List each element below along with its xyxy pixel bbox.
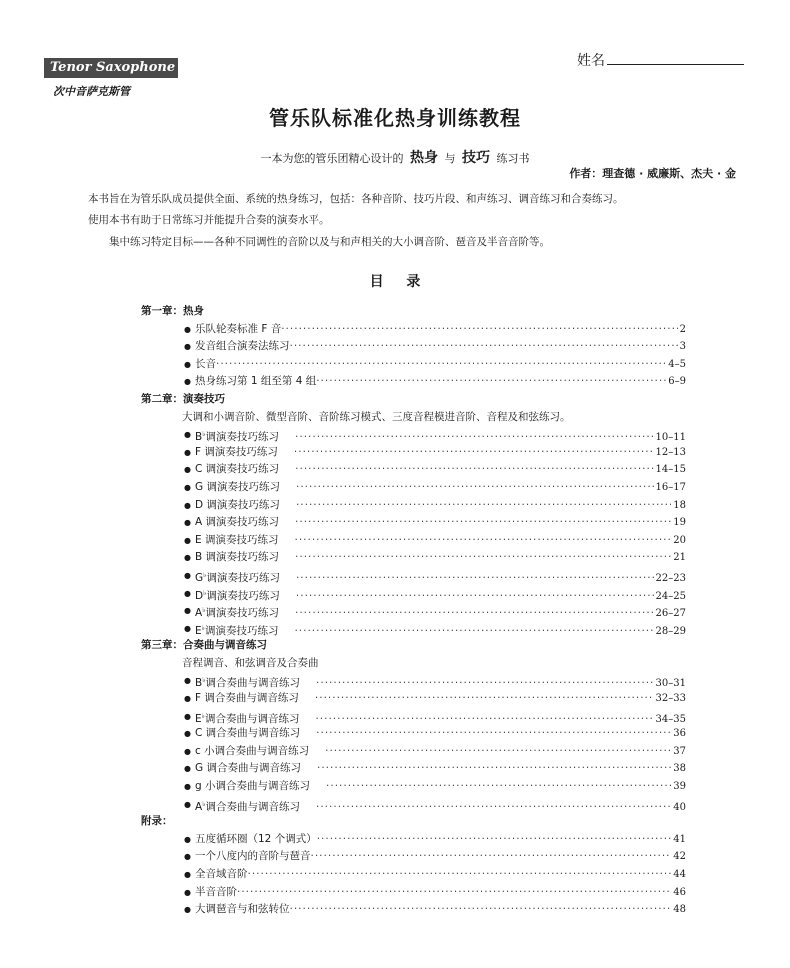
bullet-icon: ●: [184, 342, 191, 352]
toc-entry-text: A: [195, 607, 203, 620]
page-number: 10–11: [655, 432, 686, 444]
toc-entry-text: 一个八度内的音阶与琶音: [195, 850, 311, 863]
toc-entry: [141, 831, 686, 849]
toc-entry-text: C 调演奏技巧练习: [195, 463, 280, 476]
page-number: 28–29: [655, 625, 686, 637]
toc-entry-text: C 调合奏曲与调音练习: [195, 727, 301, 740]
flat-symbol: ♭: [202, 676, 206, 685]
toc-entry: [141, 321, 686, 339]
name-label: 姓名: [577, 53, 605, 69]
toc-entry-text: 调演奏技巧练习: [205, 431, 280, 444]
bullet-icon: ●: [184, 482, 191, 492]
toc-entry: [141, 884, 686, 902]
toc-entry-title: [184, 444, 278, 462]
bullet-icon: ●: [184, 729, 191, 739]
toc-entry-text: 调合奏曲与调音练习: [204, 712, 300, 725]
chapter-heading: 附录：: [141, 815, 173, 828]
toc-entry-text: B 调演奏技巧练习: [195, 551, 280, 564]
bullet-icon: ●: [184, 852, 191, 862]
toc-entry: [141, 461, 686, 479]
dot-leader: [294, 444, 654, 462]
dot-leader: [237, 884, 671, 902]
toc-entry-text: B: [195, 431, 203, 444]
toc-entry-title: [184, 690, 299, 708]
toc-entry-text: 调演奏技巧练习: [204, 624, 279, 637]
bullet-icon: ●: [184, 518, 191, 528]
toc-entry-title: [184, 549, 279, 567]
bullet-icon: ●: [184, 377, 191, 387]
toc-entry-title: [184, 338, 290, 356]
chapter-heading: 第三章：合奏曲与调音练习: [141, 639, 267, 652]
toc-entry-title: [184, 479, 280, 497]
chapter-1-list: [141, 321, 686, 391]
toc-entry: [141, 602, 686, 620]
bullet-icon: ●: [184, 588, 191, 598]
toc-entry-title: [184, 497, 280, 515]
page-number: 38: [673, 763, 686, 775]
toc-entry-title: [184, 514, 279, 532]
toc-entry: [141, 778, 686, 796]
toc-entry-title: [184, 321, 281, 339]
dot-leader: [294, 532, 671, 550]
toc-entry: [141, 760, 686, 778]
toc-entry-text: 调演奏技巧练习: [206, 571, 280, 584]
dot-leader: [290, 338, 678, 356]
toc-entry: [141, 690, 686, 708]
page-number: 46: [673, 886, 686, 898]
bullet-icon: ●: [184, 746, 191, 756]
chapter-3-list: [141, 672, 686, 813]
toc-entry-text: D 调演奏技巧练习: [195, 498, 280, 511]
dot-leader: [325, 743, 671, 761]
instrument-cn: 次中音萨克斯管: [53, 85, 130, 98]
bullet-icon: ●: [184, 553, 191, 563]
dot-leader: [316, 373, 666, 391]
intro-paragraph: 集中练习特定目标——各种不同调性的音阶以及与和声相关的大小调音阶、琶音及半音音阶等。: [109, 236, 550, 248]
chapter-description: 大调和小调音阶、微型音阶、音阶练习模式、三度音程模进音阶、音程及和弦练习。: [182, 410, 571, 423]
appendix-list: [141, 831, 686, 919]
intro-paragraph: 本书旨在为管乐队成员提供全面、系统的热身练习，包括：各种音阶、技巧片段、和声练习、调音练习和合奏练习。: [88, 193, 624, 205]
toc-entry-title: [184, 743, 309, 761]
toc-entry: [141, 444, 686, 462]
dot-leader: [296, 479, 654, 497]
bullet-icon: ●: [184, 764, 191, 774]
bullet-icon: ●: [184, 887, 191, 897]
dot-leader: [326, 778, 671, 796]
toc-entry-text: 调合奏曲与调音练习: [205, 800, 300, 813]
toc-entry-title: [184, 848, 311, 866]
toc-entry: [141, 567, 686, 585]
bullet-icon: ●: [184, 535, 191, 545]
toc-entry-text: E 调演奏技巧练习: [195, 533, 279, 546]
toc-entry: [141, 532, 686, 550]
page-number: 12–13: [655, 446, 686, 458]
page-number: 3: [679, 341, 686, 353]
toc-entry-text: 热身练习第 1 组至第 4 组: [195, 375, 317, 388]
page-number: 4–5: [668, 358, 686, 370]
toc-entry: [141, 672, 686, 690]
dot-leader: [317, 831, 672, 849]
toc-entry: [141, 725, 686, 743]
flat-symbol: ♭: [202, 606, 206, 615]
bullet-icon: ●: [184, 694, 191, 704]
dot-leader: [295, 461, 653, 479]
page-number: 40: [673, 801, 686, 813]
page-number: 34–35: [655, 713, 686, 725]
book-title: 管乐队标准化热身训练教程: [269, 106, 521, 130]
dot-leader: [315, 690, 654, 708]
toc-entry-title: [184, 778, 310, 796]
toc-title: 目 录: [369, 274, 421, 290]
page-number: 42: [673, 851, 686, 863]
dot-leader: [316, 799, 671, 817]
bullet-icon: ●: [184, 606, 191, 616]
page-number: 37: [673, 745, 686, 757]
dot-leader: [248, 866, 672, 884]
page-number: 39: [673, 781, 686, 793]
toc-entry: [141, 479, 686, 497]
toc-entry-text: G 调演奏技巧练习: [195, 480, 280, 493]
toc-entry-title: [184, 760, 301, 778]
toc-entry: [141, 426, 686, 444]
toc-entry: [141, 866, 686, 884]
page-number: 21: [673, 552, 686, 564]
bullet-icon: ●: [184, 324, 191, 334]
name-underline: [607, 64, 744, 65]
page-number: 44: [673, 869, 686, 880]
chapter-heading: 第一章：热身: [141, 305, 204, 317]
page-number: 41: [673, 833, 686, 845]
dot-leader: [296, 497, 671, 515]
toc-entry-text: 调演奏技巧练习: [205, 607, 279, 620]
toc-entry-title: [184, 532, 278, 550]
page-number: 22–23: [655, 572, 686, 584]
toc-entry-text: B: [195, 677, 203, 690]
dot-leader: [294, 623, 653, 641]
page-number: 19: [673, 517, 686, 529]
toc-entry-text: 长音: [195, 357, 216, 370]
toc-entry: [141, 338, 686, 356]
page-number: 2: [679, 323, 686, 335]
toc-entry-title: [184, 884, 237, 902]
toc-entry-text: D: [195, 589, 204, 602]
page-number: 26–27: [655, 608, 686, 620]
subtitle: [0, 147, 790, 167]
toc-entry-text: G 调合奏曲与调音练习: [195, 762, 301, 775]
page-number: 16–17: [655, 481, 686, 493]
table-of-contents: [141, 303, 686, 919]
bullet-icon: ●: [184, 430, 191, 440]
instrument-badge: Tenor Saxophone: [44, 58, 178, 78]
toc-entry-title: [184, 831, 317, 849]
toc-entry-text: E: [195, 624, 202, 637]
dot-leader: [290, 901, 672, 919]
subtitle-pre: 一本为您的管乐团精心设计的: [260, 152, 404, 165]
flat-symbol: ♭: [203, 570, 207, 579]
toc-entry: [141, 497, 686, 515]
toc-entry-text: c 小调合奏曲与调音练习: [195, 744, 310, 757]
name-field: [577, 50, 605, 70]
toc-entry-title: [184, 901, 290, 919]
toc-entry-text: 全音域音阶: [195, 868, 248, 880]
toc-entry-text: G: [195, 571, 204, 584]
toc-entry: [141, 373, 686, 391]
author: 作者：理查德 · 威廉斯、杰夫 · 金: [569, 167, 736, 180]
toc-entry: [141, 620, 686, 638]
chapter-2-list: [141, 426, 686, 637]
bullet-icon: ●: [184, 711, 191, 721]
toc-entry-text: A: [195, 800, 203, 813]
dot-leader: [216, 356, 666, 374]
dot-leader: [316, 725, 671, 743]
page-number: 14–15: [655, 464, 686, 476]
bullet-icon: ●: [184, 570, 191, 580]
bullet-icon: ●: [184, 623, 191, 633]
flat-symbol: ♭: [202, 799, 206, 808]
toc-entry: [141, 848, 686, 866]
page-number: 36: [673, 728, 686, 740]
subtitle-bold-2: 技巧: [462, 150, 490, 166]
flat-symbol: ♭: [201, 623, 205, 632]
toc-entry-title: [184, 796, 300, 817]
toc-entry-title: [184, 373, 316, 391]
page-number: 6–9: [668, 376, 686, 388]
page-number: 18: [673, 499, 686, 511]
bullet-icon: ●: [184, 799, 191, 809]
dot-leader: [295, 514, 671, 532]
toc-entry: [141, 356, 686, 374]
toc-entry: [141, 743, 686, 761]
page-number: 30–31: [655, 678, 686, 690]
dot-leader: [281, 321, 677, 339]
bullet-icon: ●: [184, 359, 191, 369]
page-number: 48: [673, 904, 686, 916]
dot-leader: [311, 848, 672, 866]
chapter-heading: 第二章：演奏技巧: [141, 392, 225, 405]
toc-entry: [141, 796, 686, 814]
bullet-icon: ●: [184, 465, 191, 475]
flat-symbol: ♭: [203, 588, 207, 597]
page-number: 32–33: [655, 693, 686, 705]
bullet-icon: ●: [184, 676, 191, 686]
dot-leader: [317, 760, 671, 778]
toc-entry-text: 乐队轮奏标准 F 音: [195, 322, 282, 335]
bullet-icon: ●: [184, 782, 191, 792]
toc-entry: [141, 708, 686, 726]
flat-symbol: ♭: [201, 711, 205, 720]
toc-entry-title: [184, 620, 278, 641]
toc-entry-text: 大调琶音与和弦转位: [195, 903, 290, 916]
page-number: 24–25: [655, 590, 686, 602]
toc-entry-title: [184, 725, 300, 743]
subtitle-mid: 与: [444, 152, 456, 165]
dot-leader: [295, 549, 671, 567]
toc-entry-text: 调演奏技巧练习: [206, 589, 280, 602]
toc-entry-text: F 调合奏曲与调音练习: [195, 692, 299, 705]
chapter-description: 音程调音、和弦调音及合奏曲: [182, 656, 319, 669]
bullet-icon: ●: [184, 500, 191, 510]
toc-entry-text: A 调演奏技巧练习: [195, 516, 280, 529]
toc-entry-title: [184, 461, 279, 479]
bullet-icon: ●: [184, 834, 191, 844]
bullet-icon: ●: [184, 905, 191, 915]
toc-entry: [141, 549, 686, 567]
toc-entry-text: 发音组合演奏法练习: [195, 340, 290, 353]
toc-entry-text: E: [195, 712, 202, 725]
subtitle-bold-1: 热身: [410, 150, 438, 166]
bullet-icon: ●: [184, 447, 191, 457]
page-number: 20: [673, 534, 686, 546]
toc-entry: [141, 585, 686, 603]
toc-entry-text: 五度循环圈（12 个调式）: [195, 832, 317, 845]
flat-symbol: ♭: [202, 430, 206, 439]
toc-entry: [141, 901, 686, 919]
toc-entry-text: 调合奏曲与调音练习: [205, 677, 301, 690]
toc-entry-text: 半音音阶: [195, 885, 237, 898]
intro-paragraph: 使用本书有助于日常练习并能提升合奏的演奏水平。: [88, 214, 330, 226]
subtitle-post: 练习书: [496, 152, 530, 165]
toc-entry-text: F 调演奏技巧练习: [195, 445, 278, 458]
toc-entry-text: g 小调合奏曲与调音练习: [195, 780, 311, 793]
toc-entry-title: [184, 866, 248, 884]
bullet-icon: ●: [184, 870, 191, 879]
toc-entry: [141, 514, 686, 532]
